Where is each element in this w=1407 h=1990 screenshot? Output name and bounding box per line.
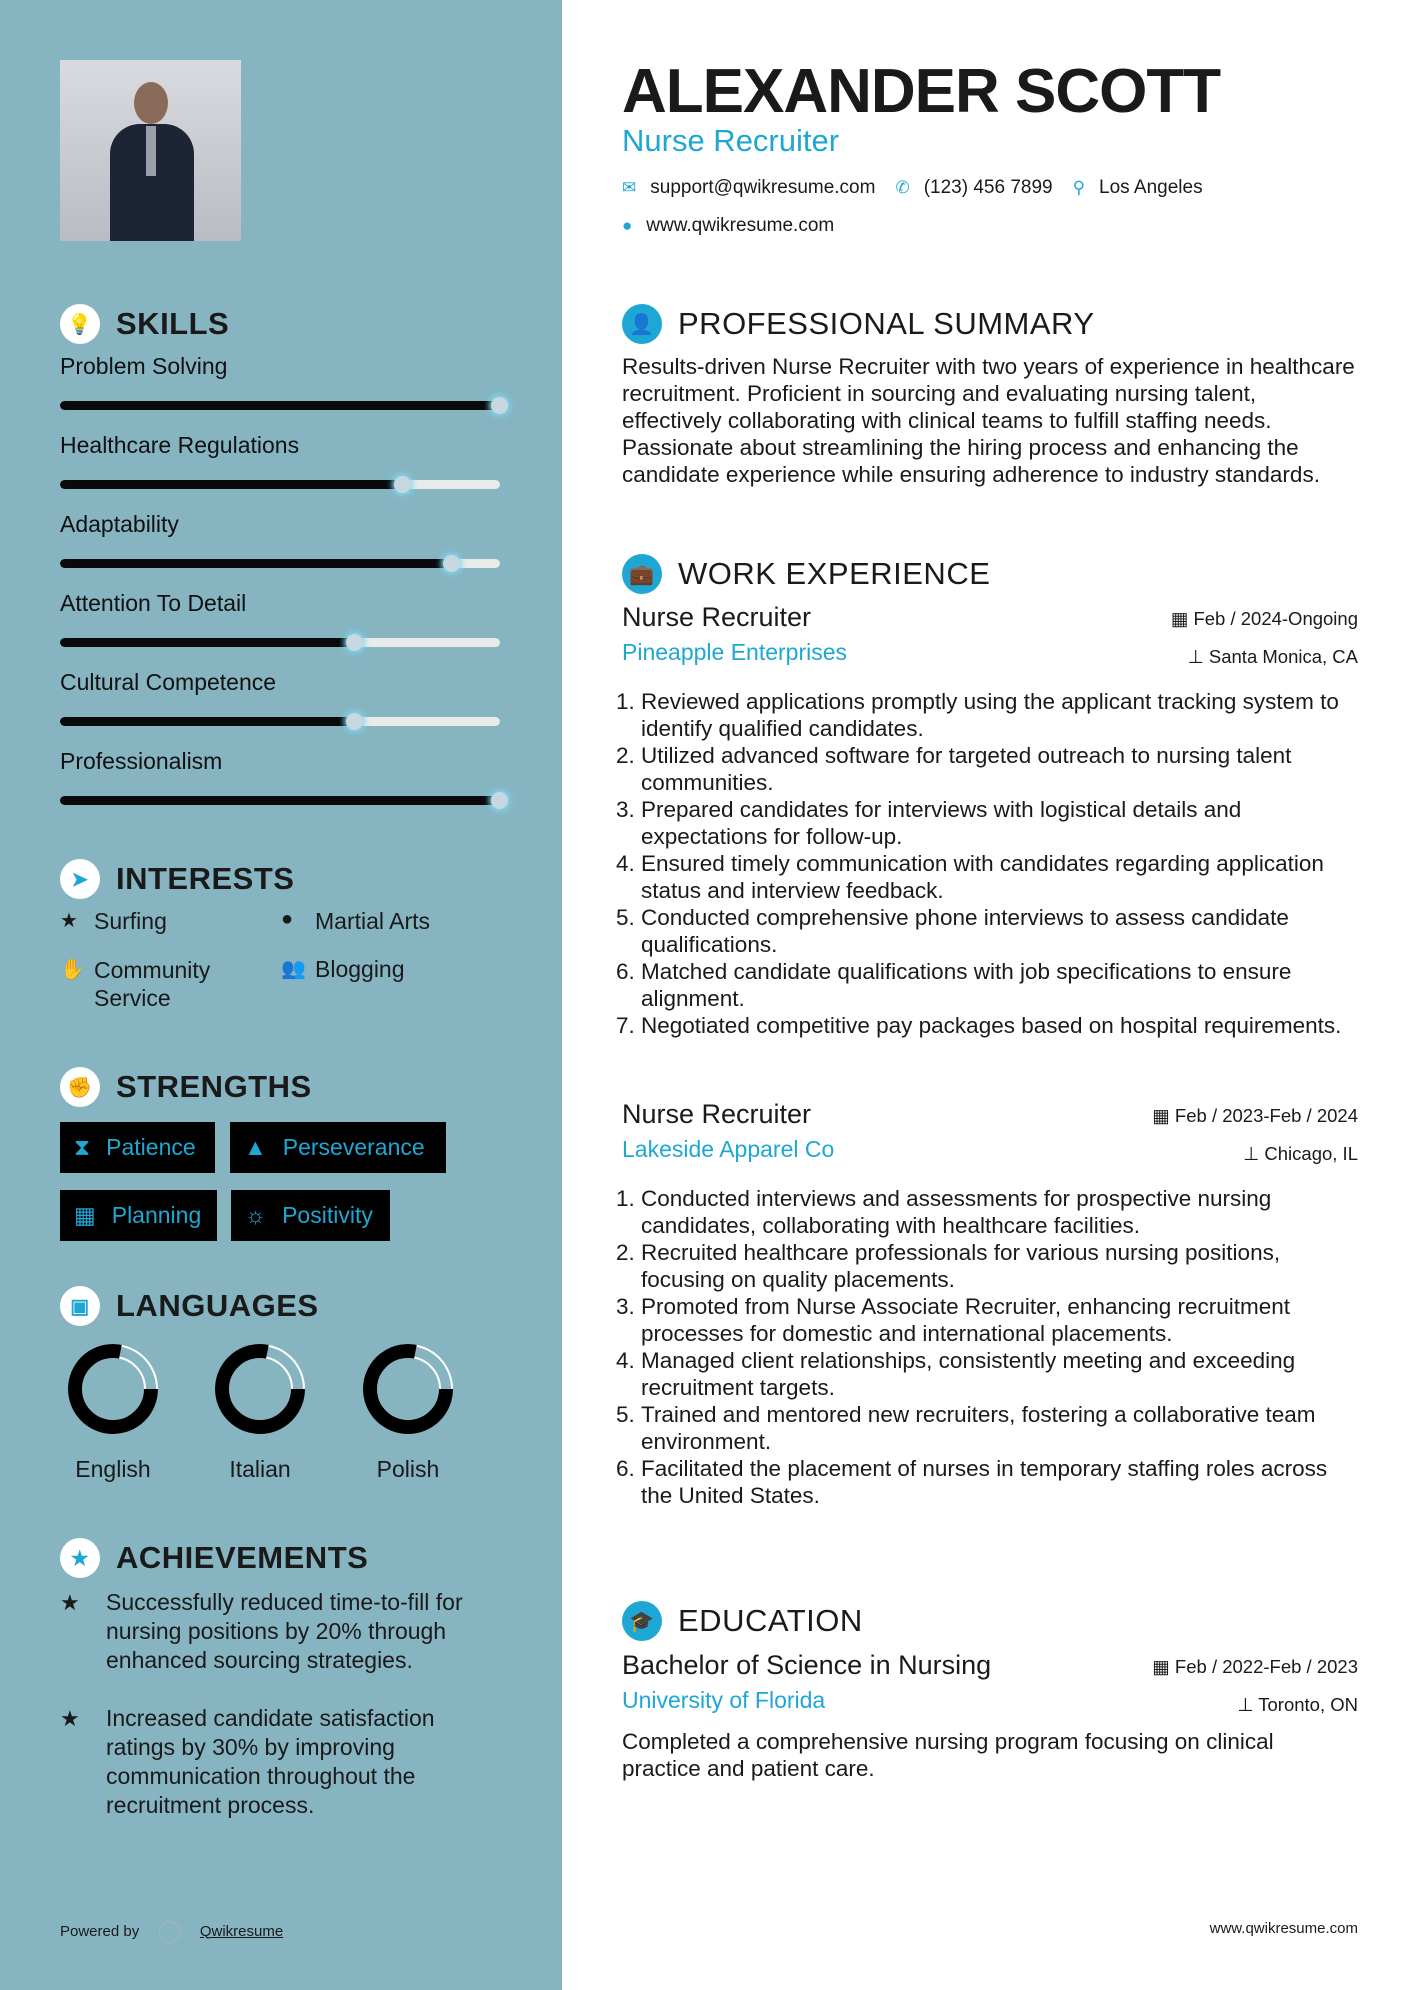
job-bullet: 6. Matched candidate qualifications with job specifications to ensure alignment. (641, 958, 1358, 1012)
degree: Bachelor of Science in Nursing (622, 1650, 992, 1680)
skill-bar-fill (60, 559, 452, 568)
achievement-text: Increased candidate satisfaction ratings by 30% by improving communication throughout the recruitment process. (106, 1705, 435, 1818)
interest-item (60, 908, 167, 935)
calendar-icon: ▦ (1152, 1105, 1175, 1126)
achievement-text: Successfully reduced time-to-fill for nursing positions by 20% through enhanced sourcing strategies. (106, 1589, 463, 1673)
language-label: Italian (229, 1456, 291, 1482)
powered-by (60, 1918, 283, 1944)
skill-bar-fill (60, 480, 403, 489)
language-donut (360, 1341, 456, 1437)
website-row (622, 215, 1358, 237)
email-link[interactable]: support@qwikresume.com (650, 177, 876, 198)
footer-website[interactable]: www.qwikresume.com (1209, 1920, 1358, 1937)
job-title: Nurse Recruiter (622, 1099, 812, 1129)
skill-bar-fill (60, 401, 500, 410)
powered-by-label: Powered by (60, 1922, 140, 1940)
interests-heading (60, 859, 294, 899)
summary-heading (622, 304, 1358, 344)
language-label: English (75, 1456, 151, 1482)
sun-icon: ☼ (245, 1202, 267, 1228)
skill-bar (60, 480, 500, 489)
education-heading (622, 1601, 1358, 1641)
qwikresume-link[interactable]: Qwikresume (199, 1922, 284, 1940)
shooting-star-icon: ★ (60, 1590, 80, 1615)
skill-bar-knob (346, 634, 363, 651)
interest-item (281, 956, 405, 983)
profile-photo (60, 60, 241, 241)
education-entry (622, 1650, 1358, 1740)
education-location (1237, 1694, 1358, 1716)
section-title: SKILLS (116, 306, 230, 341)
strength-label: Patience (106, 1134, 196, 1160)
skill-label: Adaptability (60, 511, 179, 537)
paper-plane-icon: ➤ (60, 859, 100, 899)
job-location (1243, 1143, 1358, 1165)
section-title: ACHIEVEMENTS (116, 1540, 369, 1575)
job-bullet: 1. Reviewed applications promptly using the applicant tracking system to identify qualified candidates. (641, 688, 1358, 742)
job-bullet: 1. Conducted interviews and assessments for prospective nursing candidates, collaborating with healthcare facilities. (641, 1185, 1358, 1239)
job-bullets (622, 688, 1358, 1039)
job-bullet: 4. Ensured timely communication with candidates regarding application status and interview feedback. (641, 850, 1358, 904)
skill-bar (60, 401, 500, 410)
interest-label: Martial Arts (315, 908, 431, 934)
skill-label: Problem Solving (60, 353, 228, 379)
skill-bar-fill (60, 717, 355, 726)
skill-label: Attention To Detail (60, 590, 247, 616)
section-title: EDUCATION (678, 1603, 863, 1638)
qwikresume-logo-icon: ◯ (157, 1918, 182, 1943)
skill-bar-knob (346, 713, 363, 730)
achievement-item (60, 1704, 500, 1820)
date-text: Feb / 2024-Ongoing (1193, 608, 1358, 629)
strengths-heading (60, 1067, 312, 1107)
job-bullet: 7. Negotiated competitive pay packages based on hospital requirements. (641, 1012, 1358, 1039)
fist-icon: ✊ (60, 1067, 100, 1107)
candidate-name: ALEXANDER SCOTT (622, 57, 1221, 126)
job-title: Nurse Recruiter (622, 602, 812, 632)
interest-label: Blogging (315, 956, 405, 982)
section-title: WORK EXPERIENCE (678, 556, 991, 591)
job-bullet: 2. Recruited healthcare professionals for various nursing positions, focusing on quality placements. (641, 1239, 1358, 1293)
interest-label: Community Service (94, 957, 211, 1011)
shooting-star-icon: ★ (60, 1706, 80, 1731)
job-entry (622, 602, 1358, 1039)
school: University of Florida (622, 1687, 826, 1713)
education-description: Completed a comprehensive nursing program focusing on clinical practice and patient care. (622, 1729, 1274, 1781)
strength-label: Positivity (282, 1202, 373, 1228)
strength-tag (60, 1122, 215, 1173)
language-icon: ▣ (60, 1286, 100, 1326)
job-bullet: 3. Prepared candidates for interviews with logistical details and expectations for follow-up. (641, 796, 1358, 850)
pin-icon: ⊥ (1243, 1143, 1265, 1164)
location-text: Santa Monica, CA (1208, 646, 1358, 667)
section-title: LANGUAGES (116, 1288, 319, 1323)
summary-text: Results-driven Nurse Recruiter with two years of experience in healthcare recruitment. Proficient in sourcing and evaluating nursing talent, effectively collaborating with clinical teams to fulfill staffing needs. Passionate about streamlining the hiring process and enhancing the candidate experience while ensuring adherence to industry standards. (622, 354, 1355, 487)
skill-bar-knob (491, 397, 508, 414)
website-link[interactable]: www.qwikresume.com (646, 215, 835, 236)
contact-row (622, 177, 1358, 199)
strength-label: Planning (111, 1202, 202, 1228)
briefcase-icon: 💼 (622, 554, 662, 594)
pin-icon: ⊥ (1237, 1694, 1259, 1715)
map-pin-icon: ⚲ (1072, 178, 1086, 197)
skills-heading (60, 304, 229, 344)
section-title: INTERESTS (116, 861, 295, 896)
strength-tag (230, 1122, 446, 1173)
job-entry (622, 1099, 1358, 1509)
language-donut (212, 1341, 308, 1437)
job-date (1171, 608, 1358, 630)
achievement-item (60, 1588, 500, 1675)
graduation-icon: 🎓 (622, 1601, 662, 1641)
location-text: Toronto, ON (1258, 1694, 1358, 1715)
section-title: PROFESSIONAL SUMMARY (678, 306, 1095, 341)
strength-tag (60, 1190, 217, 1241)
skill-bar-fill (60, 796, 500, 805)
location-text: Los Angeles (1099, 177, 1203, 198)
globe-icon: ● (281, 908, 294, 930)
language-label: Polish (376, 1456, 440, 1482)
calendar-icon: ▦ (1152, 1656, 1175, 1677)
star-icon: ★ (60, 910, 78, 932)
achievements-heading (60, 1538, 368, 1578)
experience-heading (622, 554, 1358, 594)
job-bullet: 5. Trained and mentored new recruiters, fostering a collaborative team environment. (641, 1401, 1358, 1455)
envelope-icon: ✉ (622, 178, 637, 197)
location-text: Chicago, IL (1264, 1143, 1358, 1164)
job-date (1152, 1105, 1358, 1127)
date-text: Feb / 2023-Feb / 2024 (1174, 1105, 1358, 1126)
job-location (1188, 646, 1358, 668)
skill-label: Cultural Competence (60, 669, 277, 695)
hand-icon: ✋ (60, 959, 85, 981)
education-date (1152, 1656, 1358, 1678)
skill-bar-knob (443, 555, 460, 572)
calendar-icon: ▦ (1170, 608, 1194, 629)
candidate-title: Nurse Recruiter (622, 123, 840, 158)
company: Lakeside Apparel Co (622, 1136, 835, 1162)
languages-heading (60, 1286, 319, 1326)
skill-bar (60, 717, 500, 726)
lightbulb-icon: 💡 (60, 304, 100, 344)
job-bullet: 3. Promoted from Nurse Associate Recruiter, enhancing recruitment processes for domestic and international placements. (641, 1293, 1358, 1347)
section-title: STRENGTHS (116, 1069, 312, 1104)
star-icon: ★ (60, 1538, 100, 1578)
interest-item (60, 956, 260, 1012)
company: Pineapple Enterprises (622, 639, 848, 665)
calendar-icon: ▦ (74, 1202, 96, 1228)
skill-bar (60, 559, 500, 568)
job-bullet: 5. Conducted comprehensive phone interviews to assess candidate qualifications. (641, 904, 1358, 958)
skill-bar (60, 796, 500, 805)
road-icon: ▲ (244, 1134, 267, 1160)
skill-label: Professionalism (60, 748, 223, 774)
phone-text: (123) 456 7899 (923, 177, 1053, 198)
skill-bar-fill (60, 638, 355, 647)
strength-label: Perseverance (282, 1134, 425, 1160)
strength-tag (231, 1190, 390, 1241)
users-icon: 👥 (281, 958, 306, 980)
skill-bar (60, 638, 500, 647)
pin-icon: ⊥ (1187, 646, 1209, 667)
hourglass-icon: ⧗ (74, 1134, 91, 1160)
job-bullet: 2. Utilized advanced software for targeted outreach to nursing talent communities. (641, 742, 1358, 796)
globe-icon: ● (622, 216, 633, 235)
interest-item (281, 908, 430, 935)
skill-label: Healthcare Regulations (60, 432, 300, 458)
date-text: Feb / 2022-Feb / 2023 (1174, 1656, 1358, 1677)
job-bullets (622, 1185, 1358, 1509)
interest-label: Surfing (94, 908, 167, 934)
skill-bar-knob (491, 792, 508, 809)
language-donut (65, 1341, 161, 1437)
job-bullet: 6. Facilitated the placement of nurses in temporary staffing roles across the United States. (641, 1455, 1358, 1509)
phone-icon: ✆ (895, 178, 910, 197)
job-bullet: 4. Managed client relationships, consistently meeting and exceeding recruitment targets. (641, 1347, 1358, 1401)
user-icon: 👤 (622, 304, 662, 344)
